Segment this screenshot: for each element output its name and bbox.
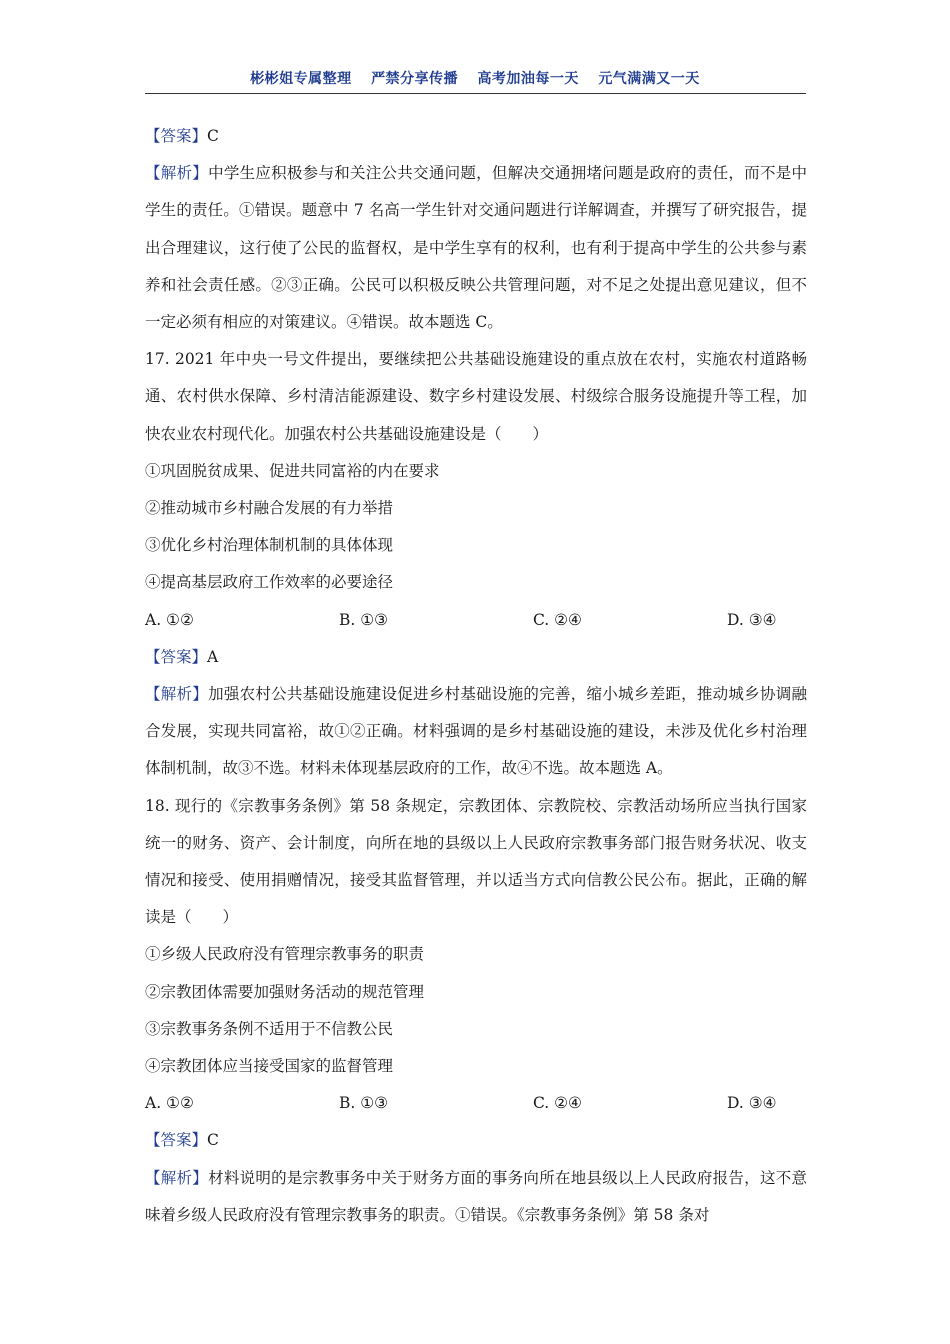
header-segment-1: 彬彬姐专属整理: [250, 71, 352, 87]
q18-answer: [145, 1122, 807, 1159]
q17-analysis-text: 加强农村公共基础设施建设促进乡村基础设施的完善，缩小城乡差距，推动城乡协调融合发展，实现共同富裕，故①②正确。材料强调的是乡村基础设施的建设，未涉及优化乡村治理体制机制，故③不选。材料未体现基层政府的工作，故④不选。故本题选 A。: [145, 685, 807, 778]
analysis-label: 【解析】: [145, 1168, 209, 1187]
q17-statement-2: ②推动城市乡村融合发展的有力举措: [145, 499, 394, 518]
q17-answer-value: A: [207, 647, 219, 666]
q18-statement-2: ②宗教团体需要加强财务活动的规范管理: [145, 982, 425, 1001]
q18-option-c: C. ②④: [533, 1094, 582, 1113]
q18-statement-4: ④宗教团体应当接受国家的监督管理: [145, 1057, 394, 1076]
answer-label: 【答案】: [145, 647, 208, 666]
q18-option-d: D. ③④: [727, 1094, 777, 1113]
q18-analysis: [145, 1160, 807, 1234]
q17-option-d: D. ③④: [727, 610, 777, 629]
q17-answer: [145, 639, 807, 676]
q16-answer: [145, 118, 807, 155]
q16-analysis-text: 中学生应积极参与和关注公共交通问题，但解决交通拥堵问题是政府的责任，而不是中学生的责任。①错误。题意中 7 名高一学生针对交通问题进行详解调查，并撰写了研究报告，提出合理建议，这行使了公民的监督权，是中学生享有的权利，也有利于提高中学生的公共参与素养和社会责任感。②③正确。公民可以积极反映公共管理问题，对不足之处提出意见建议，但不一定必须有相应的对策建议。④错误。故本题选 C。: [145, 164, 807, 332]
analysis-label: 【解析】: [145, 164, 209, 183]
q17-analysis: [145, 676, 807, 788]
q17-statement-3: ③优化乡村治理体制机制的具体体现: [145, 536, 394, 555]
q18-option-b: B. ①③: [339, 1094, 389, 1113]
q17-option-c: C. ②④: [533, 610, 582, 629]
header-divider: [145, 93, 806, 94]
answer-label: 【答案】: [145, 127, 208, 145]
page-header: [145, 68, 805, 88]
answer-label: 【答案】: [145, 1131, 208, 1150]
q17-statement-1: ①巩固脱贫成果、促进共同富裕的内在要求: [145, 461, 440, 480]
q18-option-a: A. ①②: [145, 1094, 194, 1113]
q18-statement-1: ①乡级人民政府没有管理宗教事务的职责: [145, 945, 425, 964]
q16-analysis: [145, 155, 807, 341]
q18-stem: 18. 现行的《宗教事务条例》第 58 条规定，宗教团体、宗教院校、宗教活动场所应当执行国家统一的财务、资产、会计制度，向所在地的县级以上人民政府宗教事务部门报告财务状况、收支情况和接受、使用捐赠情况，接受其监督管理，并以适当方式向信教公民公布。据此，正确的解读是（ ）: [145, 796, 807, 927]
q17-options: [145, 602, 807, 639]
document-body: [145, 118, 807, 1234]
header-segment-3: 高考加油每一天: [477, 71, 579, 87]
q18-statement-3: ③宗教事务条例不适用于不信教公民: [145, 1019, 394, 1038]
analysis-label: 【解析】: [145, 685, 209, 704]
q18-answer-value: C: [207, 1131, 219, 1150]
q18-options: [145, 1085, 807, 1122]
q17-option-b: B. ①③: [339, 610, 389, 629]
q16-answer-value: C: [207, 127, 219, 145]
header-segment-2: 严禁分享传播: [371, 71, 459, 87]
q18-analysis-text: 材料说明的是宗教事务中关于财务方面的事务向所在地县级以上人民政府报告，这不意味着乡级人民政府没有管理宗教事务的职责。①错误。《宗教事务条例》第 58 条对: [145, 1168, 807, 1224]
q17-statement-4: ④提高基层政府工作效率的必要途径: [145, 573, 394, 592]
header-segment-4: 元气满满又一天: [598, 71, 700, 87]
q17-option-a: A. ①②: [145, 610, 194, 629]
q17-stem: 17. 2021 年中央一号文件提出，要继续把公共基础设施建设的重点放在农村，实施农村道路畅通、农村供水保障、乡村清洁能源建设、数字乡村建设发展、村级综合服务设施提升等工程，加快农业农村现代化。加强农村公共基础设施建设是（ ）: [145, 350, 807, 443]
